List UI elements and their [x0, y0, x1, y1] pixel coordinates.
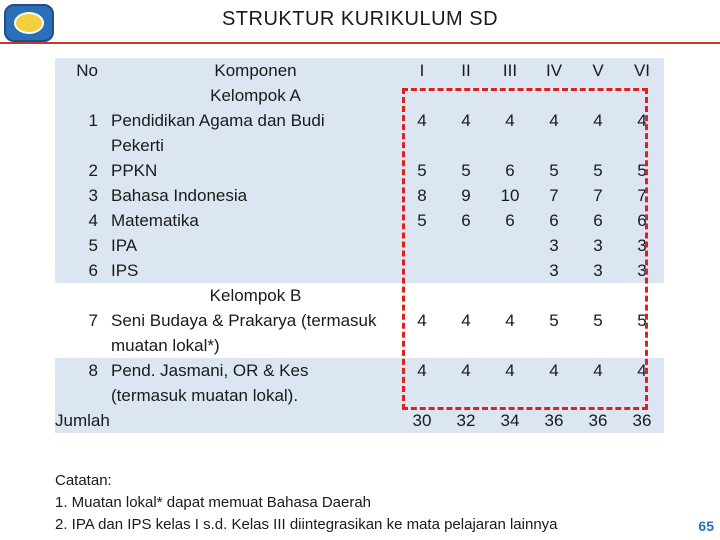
header-grade-2: II [461, 61, 471, 80]
header-no: No [76, 61, 98, 80]
grade-value: 5 [549, 311, 559, 330]
grade-value: 6 [505, 161, 515, 180]
grade-value: 6 [505, 211, 515, 230]
total-value: 36 [544, 411, 564, 430]
table-row [55, 308, 664, 358]
component-line: (termasuk muatan lokal). [111, 386, 299, 405]
grade-value: 10 [500, 186, 520, 205]
grade-value: 5 [637, 311, 647, 330]
table-row [55, 158, 664, 183]
total-row [55, 408, 664, 433]
grade-value: 4 [549, 361, 559, 380]
grade-value: 5 [417, 211, 427, 230]
grade-value: 4 [593, 361, 603, 380]
grade-value: 5 [637, 161, 647, 180]
total-value: 30 [412, 411, 432, 430]
component-line: Seni Budaya & Prakarya (termasuk [111, 311, 377, 330]
row-component [110, 108, 400, 158]
grade-value: 4 [417, 311, 427, 330]
grade-value: 4 [461, 311, 471, 330]
grade-value: 4 [505, 361, 515, 380]
total-value: 36 [588, 411, 608, 430]
title-divider [0, 42, 720, 44]
grade-value: 6 [461, 211, 471, 230]
group-a-label: Kelompok A [210, 86, 301, 105]
header-row [55, 58, 664, 83]
header-grade-5: V [592, 61, 604, 80]
table-row [55, 108, 664, 158]
grade-value: 6 [637, 211, 647, 230]
grade-value: 5 [461, 161, 471, 180]
total-value: 32 [456, 411, 476, 430]
component-line: muatan lokal*) [111, 336, 220, 355]
grade-value: 4 [637, 111, 647, 130]
component-line: Pendidikan Agama dan Budi [111, 111, 325, 130]
row-number: 2 [88, 161, 98, 180]
grade-value: 4 [549, 111, 559, 130]
total-value: 36 [632, 411, 652, 430]
grade-value [444, 233, 488, 258]
grade-value: 5 [593, 311, 603, 330]
header-komponen: Komponen [214, 61, 297, 80]
grade-value [488, 258, 532, 283]
component-line: Pekerti [111, 136, 164, 155]
total-value: 34 [500, 411, 520, 430]
row-component [110, 358, 400, 408]
grade-value: 7 [593, 186, 603, 205]
row-number: 5 [88, 236, 98, 255]
note-item: 2. IPA dan IPS kelas I s.d. Kelas III diintegrasikan ke mata pelajaran lainnya [55, 516, 558, 533]
grade-value: 4 [461, 111, 471, 130]
grade-value: 4 [593, 111, 603, 130]
grade-value: 4 [461, 361, 471, 380]
grade-value: 3 [593, 236, 603, 255]
row-component: Bahasa Indonesia [111, 186, 248, 205]
grade-value: 4 [505, 311, 515, 330]
grade-value: 7 [549, 186, 559, 205]
table-row [55, 183, 664, 208]
table-row [55, 208, 664, 233]
table-row [55, 358, 664, 408]
header-grade-6: VI [633, 61, 651, 80]
grade-value: 4 [417, 361, 427, 380]
total-label: Jumlah [55, 411, 110, 430]
grade-value [444, 258, 488, 283]
component-line: Pend. Jasmani, OR & Kes [111, 361, 309, 380]
grade-value: 8 [417, 186, 427, 205]
row-component: IPA [111, 236, 138, 255]
curriculum-table [55, 58, 664, 433]
note-item: 1. Muatan lokal* dapat memuat Bahasa Daerah [55, 494, 372, 511]
grade-value: 9 [461, 186, 471, 205]
grade-value: 4 [505, 111, 515, 130]
grade-value: 3 [637, 261, 647, 280]
page-number: 65 [698, 518, 714, 534]
grade-value: 3 [637, 236, 647, 255]
grade-value: 7 [637, 186, 647, 205]
header-grade-4: IV [545, 61, 563, 80]
grade-value: 3 [593, 261, 603, 280]
row-component [110, 308, 400, 358]
header-grade-1: I [419, 61, 425, 80]
row-number: 8 [88, 361, 98, 380]
row-number: 1 [88, 111, 98, 130]
row-component: IPS [111, 261, 139, 280]
grade-value: 6 [549, 211, 559, 230]
grade-value [400, 258, 444, 283]
notes-heading: Catatan: [55, 472, 112, 489]
notes [55, 470, 558, 536]
row-number: 3 [88, 186, 98, 205]
group-b-header-row [55, 283, 664, 308]
row-component: PPKN [111, 161, 158, 180]
row-number: 4 [88, 211, 98, 230]
group-b-label: Kelompok B [209, 286, 302, 305]
grade-value: 3 [549, 236, 559, 255]
grade-value [400, 233, 444, 258]
grade-value: 6 [593, 211, 603, 230]
group-a-header-row [55, 83, 664, 108]
grade-value: 4 [637, 361, 647, 380]
row-component: Matematika [111, 211, 199, 230]
grade-value: 5 [417, 161, 427, 180]
grade-value: 5 [549, 161, 559, 180]
page-title: STRUKTUR KURIKULUM SD [221, 8, 499, 30]
header-grade-3: III [502, 61, 518, 80]
grade-value: 4 [417, 111, 427, 130]
grade-value: 5 [593, 161, 603, 180]
table-row [55, 258, 664, 283]
row-number: 7 [88, 311, 98, 330]
grade-value [488, 233, 532, 258]
grade-value: 3 [549, 261, 559, 280]
row-number: 6 [88, 261, 98, 280]
table-row [55, 233, 664, 258]
